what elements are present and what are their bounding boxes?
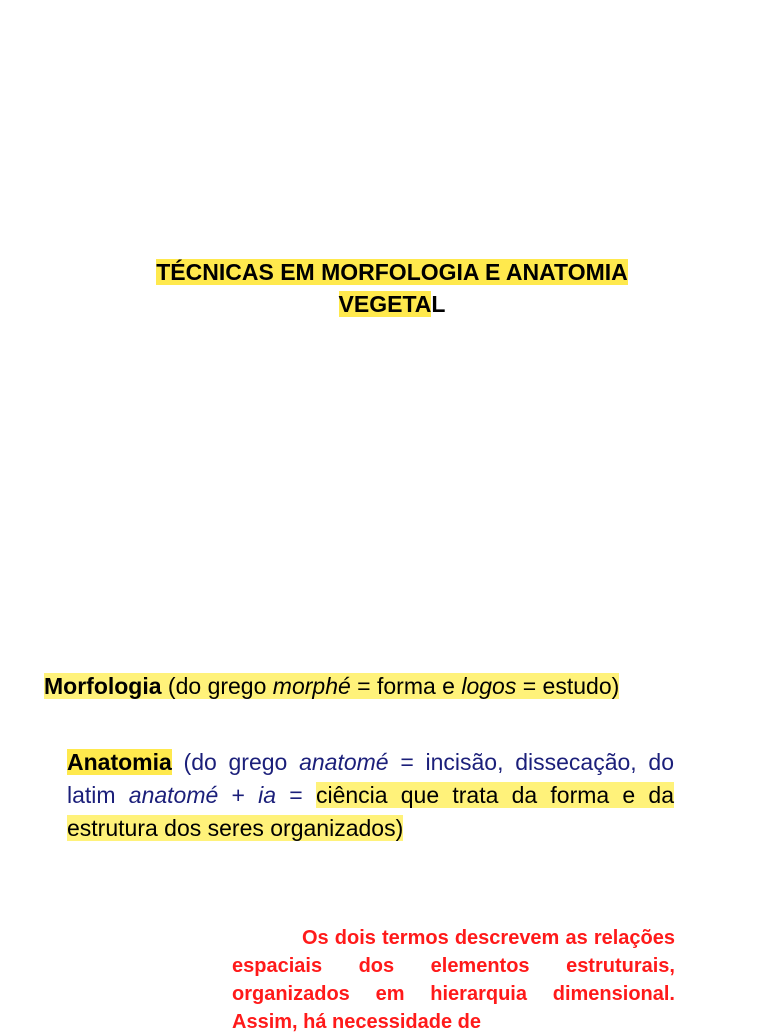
- title-line-2: VEGETAL: [338, 291, 446, 317]
- anatomia-definition: Anatomia (do grego anatomé = incisão, dissecação, do latim anatomé + ia = ciência que trata da forma e da estrutura dos seres organizados): [67, 749, 674, 841]
- document-title: [0, 256, 768, 320]
- morfologia-term: Morfologia: [44, 673, 162, 699]
- observation-paragraph: Os dois termos descrevem as relações espaciais dos elementos estruturais, organizados em hierarquia dimensional. Assim, há necessidade de: [232, 927, 675, 1033]
- title-line-1: TÉCNICAS EM MORFOLOGIA E ANATOMIA: [156, 259, 628, 285]
- morfologia-highlight: Morfologia (do grego morphé = forma e logos = estudo): [44, 673, 620, 699]
- anatomia-definition-highlight: ciência que trata da forma e da estrutura dos seres organizados): [67, 782, 674, 841]
- anatomia-term: Anatomia: [67, 749, 172, 775]
- morfologia-definition: [44, 670, 734, 702]
